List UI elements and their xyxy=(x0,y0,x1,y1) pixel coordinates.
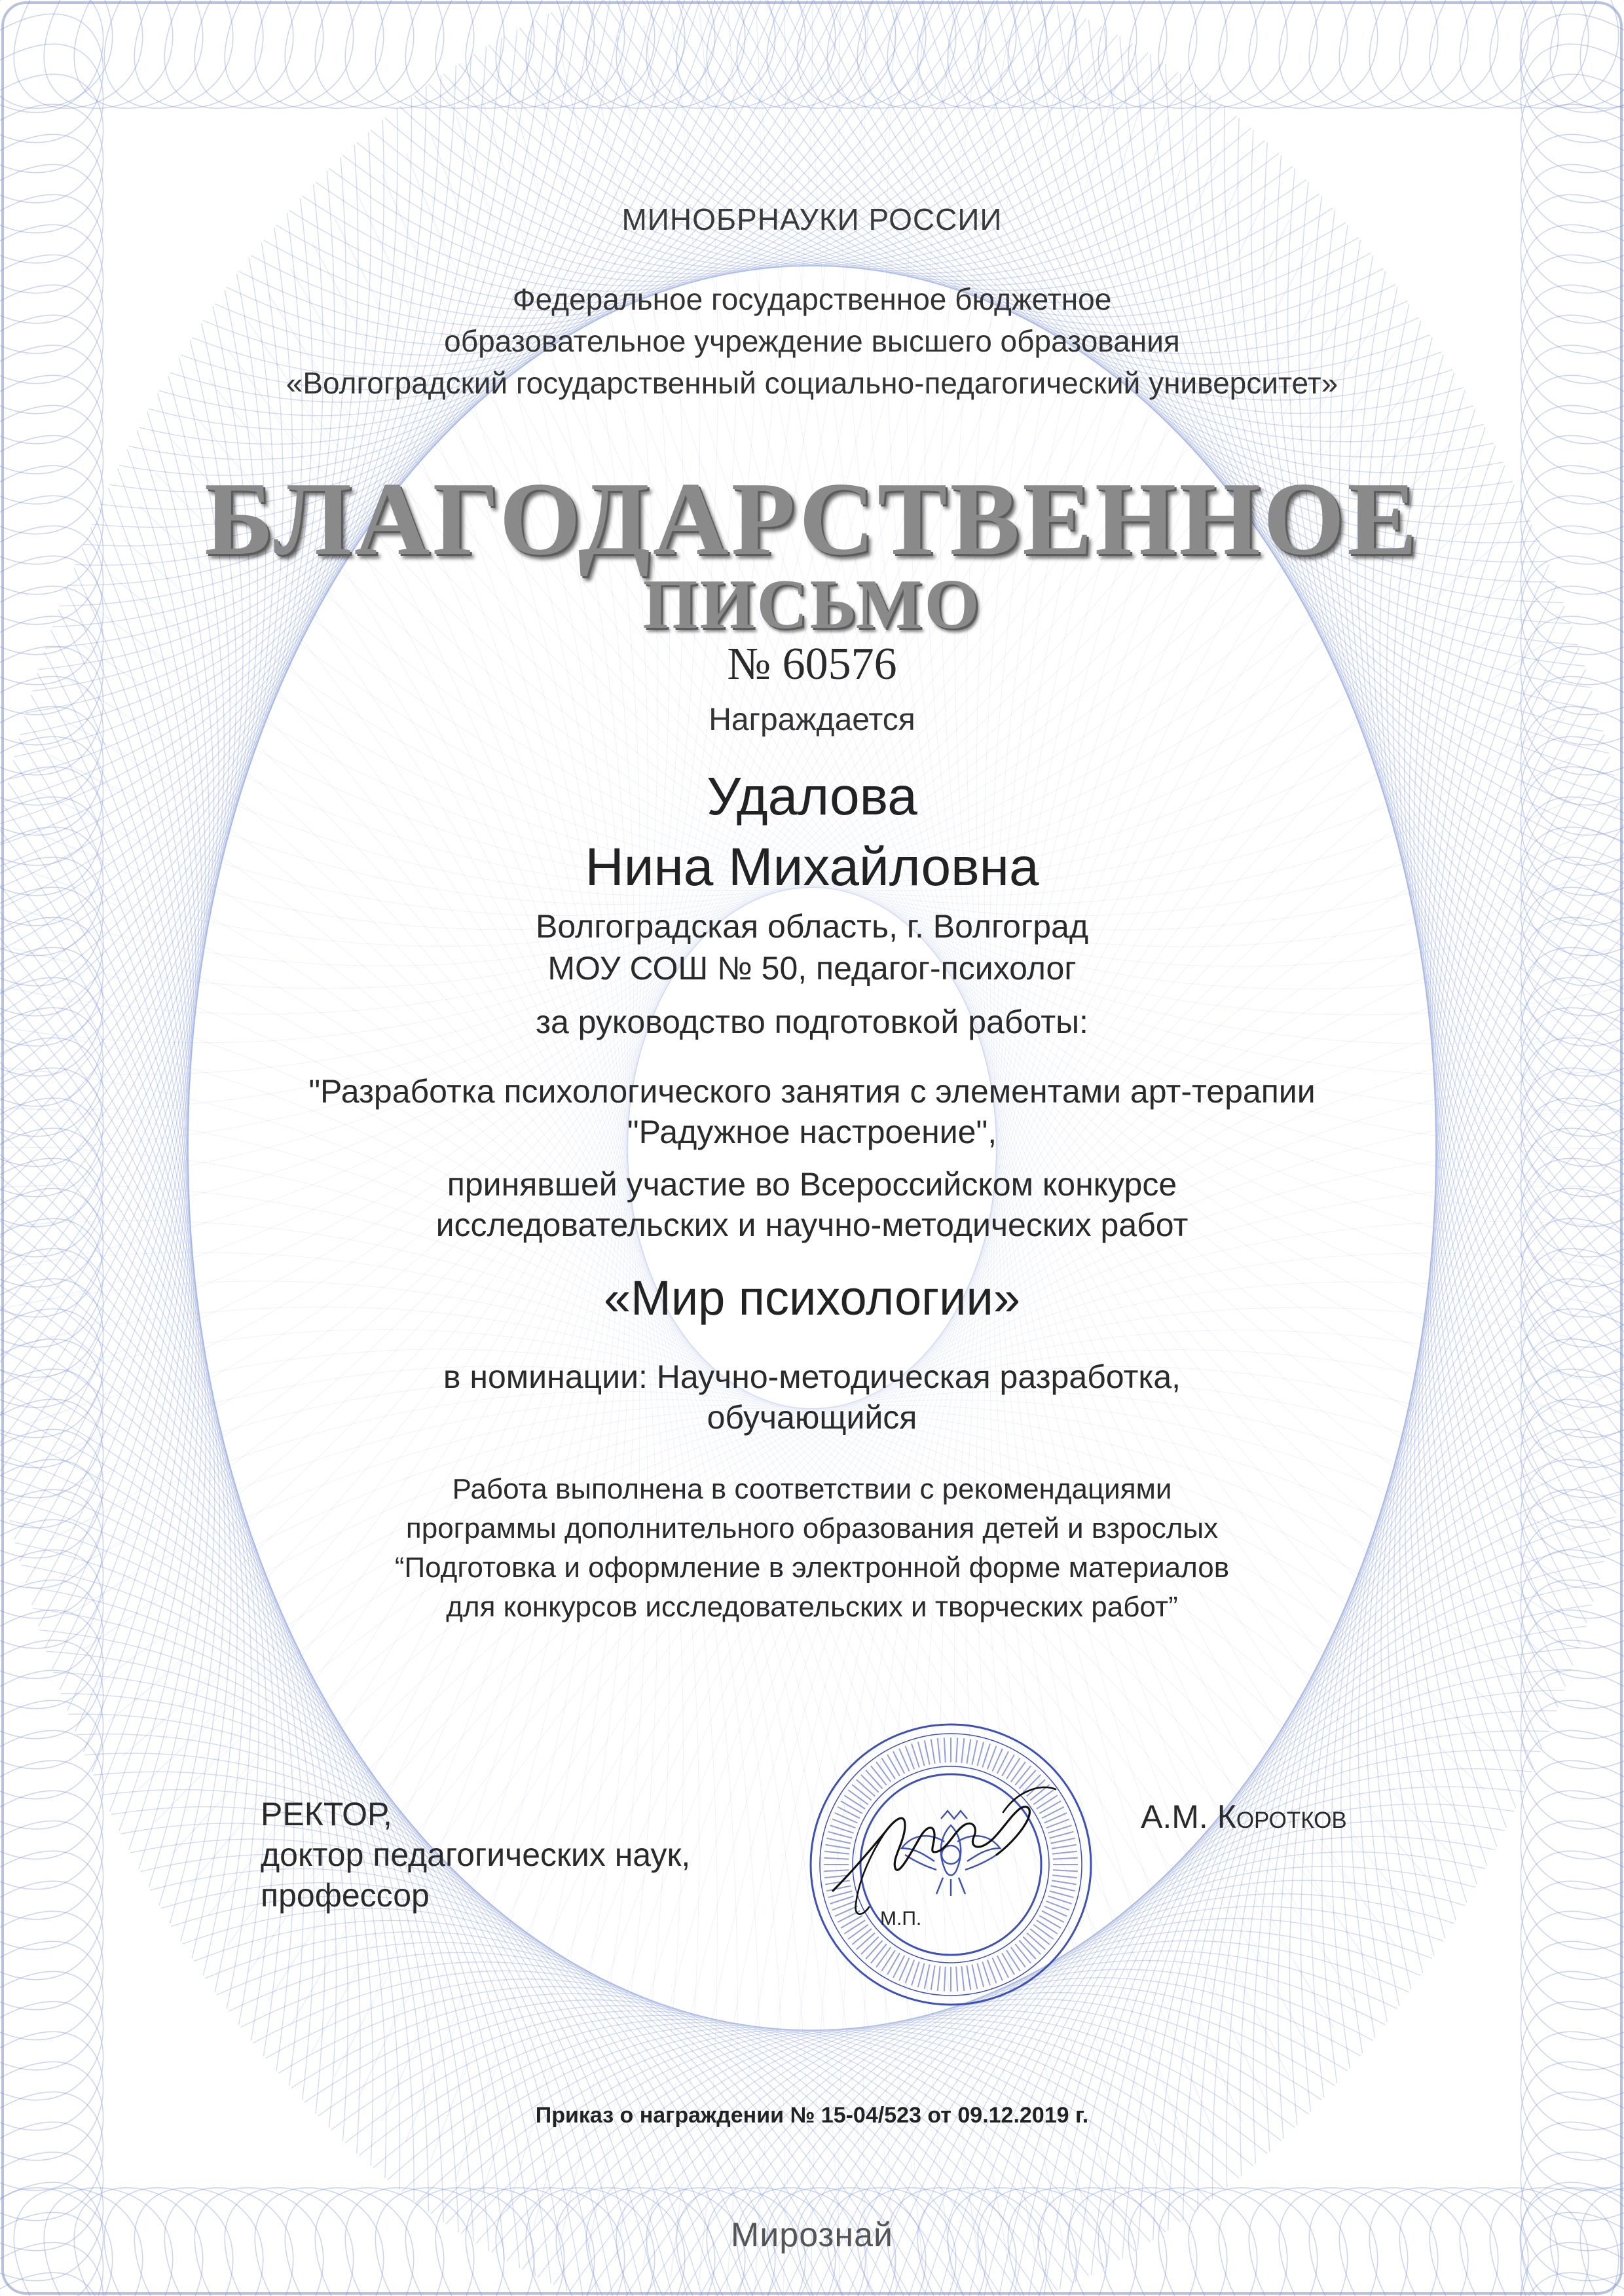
brand-name: Мирознай xyxy=(730,2216,894,2254)
recipient-given-names: Нина Михайловна xyxy=(585,837,1039,897)
nomination-line-1: в номинации: Научно-методическая разработка, xyxy=(443,1358,1181,1395)
rector-rank: профессор xyxy=(261,1877,430,1914)
note-line-3: “Подготовка и оформление в электронной форме материалов xyxy=(394,1552,1230,1584)
rector-degree: доктор педагогических наук, xyxy=(261,1836,691,1873)
organization-line-2: образовательное учреждение высшего образования xyxy=(444,324,1180,358)
contest-name: «Мир психологии» xyxy=(604,1271,1020,1325)
recipient-surname: Удалова xyxy=(707,767,917,826)
rector-title: РЕКТОР, xyxy=(261,1796,392,1832)
nomination-line-2: обучающийся xyxy=(707,1399,917,1436)
organization-line-1: Федеральное государственное бюджетное xyxy=(512,282,1112,316)
document-title: БЛАГОДАРСТВЕННОЕ xyxy=(204,460,1420,577)
organization-line-3: «Волгоградский государственный социально-педагогический университет» xyxy=(286,366,1338,400)
participation-line-2: исследовательских и научно-методических работ xyxy=(435,1207,1189,1243)
work-title-line-1: "Разработка психологического занятия с элементами арт-терапии xyxy=(308,1073,1316,1110)
signer-surname: Коротков xyxy=(1217,1798,1347,1835)
work-title-line-2: "Радужное настроение", xyxy=(627,1114,997,1150)
award-order: Приказ о награждении № 15-04/523 от 09.12.2019 г. xyxy=(535,2103,1089,2128)
document-subtitle: ПИСЬМО xyxy=(642,566,982,644)
signer-name xyxy=(1141,1798,1347,1836)
for-text: за руководство подготовкой работы: xyxy=(536,1004,1088,1040)
official-seal xyxy=(807,1721,1095,2009)
eagle-emblem-icon xyxy=(902,1811,1000,1896)
recipient-region: Волгоградская область, г. Волгоград xyxy=(536,908,1088,945)
certificate-number: № 60576 xyxy=(727,639,897,689)
note-line-2: программы дополнительного образования детей и взрослых xyxy=(405,1512,1219,1544)
stamp-mark: М.П. xyxy=(880,1908,922,1929)
recipient-position: МОУ СОШ № 50, педагог-психолог xyxy=(547,950,1077,987)
awarded-label: Награждается xyxy=(709,702,915,737)
note-line-4: для конкурсов исследовательских и творческих работ” xyxy=(446,1591,1178,1623)
signer-initials: А.М. xyxy=(1141,1798,1217,1835)
ministry-name: МИНОБРНАУКИ РОССИИ xyxy=(621,202,1003,236)
participation-line-1: принявшей участие во Всероссийском конкурсе xyxy=(447,1166,1177,1203)
note-line-1: Работа выполнена в соответствии с рекомендациями xyxy=(452,1473,1172,1505)
